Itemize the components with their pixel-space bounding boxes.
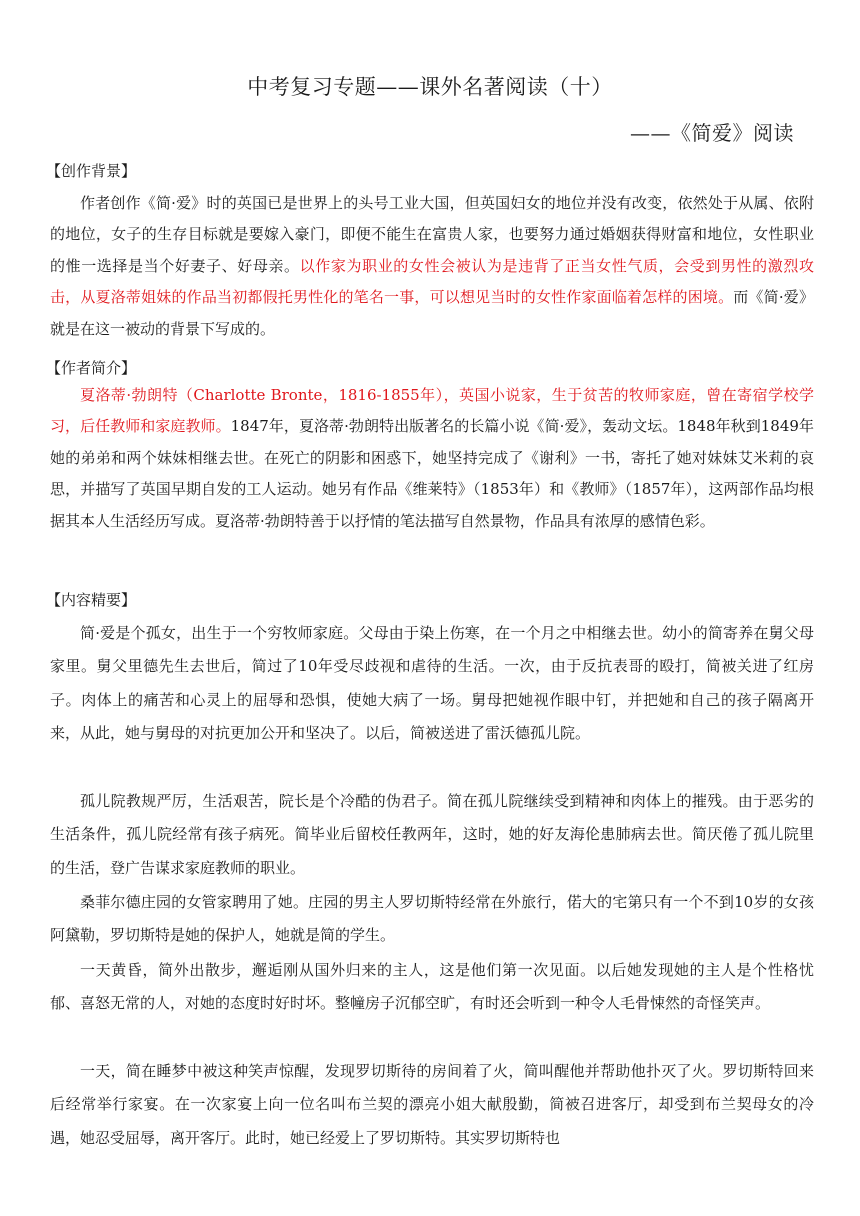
author-text: 1847年，夏洛蒂·勃朗特出版著名的长篇小说《简·爱》，轰动文坛。1848年秋到1849年她的弟弟和两个妹妹相继去世。在死亡的阴影和困惑下，她坚持完成了《谢利》一书，寄托了她对妹妹艾米莉的哀思，并描写了英国早期自发的工人运动。她另有作品《维莱特》（1853年）和《教师》（1857年），这两部作品均根据其本人生活经历写成。夏洛蒂·勃朗特善于以抒情的笔法描写自然景物，作品具有浓厚的感情色彩。 — [50, 417, 814, 530]
section-heading-summary: 【内容精要】 — [46, 591, 137, 609]
summary-paragraph-2: 孤儿院教规严厉，生活艰苦，院长是个冷酷的伪君子。简在孤儿院继续受到精神和肉体上的摧残。由于恶劣的生活条件，孤儿院经常有孩子病死。简毕业后留校任教两年，这时，她的好友海伦患肺病去世。简厌倦了孤儿院里的生活，登广告谋求家庭教师的职业。 — [50, 792, 814, 877]
background-paragraph — [50, 188, 814, 345]
summary-paragraph-3: 桑菲尔德庄园的女管家聘用了她。庄园的男主人罗切斯特经常在外旅行，偌大的宅第只有一个不到10岁的女孩阿黛勒，罗切斯特是她的保护人，她就是简的学生。 — [50, 893, 814, 945]
background-text: 作者创作《简·爱》时的英国已是世界上的头号工业大国，但英国妇女的地位并没有改变，依然处于从属、依附的地位，女子的生存目标就是要嫁入豪门，即便不能生在富贵人家，也要努力通过婚姻获得财富和地位，女性职业的惟一选择是当个好妻子、好母亲。 — [50, 194, 814, 275]
summary-paragraph-5: 一天，简在睡梦中被这种笑声惊醒，发现罗切斯待的房间着了火，简叫醒他并帮助他扑灭了火。罗切斯特回来后经常举行家宴。在一次家宴上向一位名叫布兰契的漂亮小姐大献殷勤，简被召进客厅，却受到布兰契母女的冷遇，她忍受屈辱，离开客厅。此时，她已经爱上了罗切斯特。其实罗切斯特也 — [50, 1062, 814, 1147]
background-tail-text: 而《简·爱》就是在这一被动的背景下写成的。 — [50, 288, 814, 338]
section-heading-author: 【作者简介】 — [46, 359, 137, 377]
page-title: 中考复习专题——课外名著阅读（十） — [247, 75, 613, 99]
author-highlight-text: 夏洛蒂·勃朗特（Charlotte Bronte，1816-1855年），英国小说家，生于贫苦的牧师家庭，曾在寄宿学校学习，后任教师和家庭教师。 — [50, 386, 814, 436]
background-highlight-text: 以作家为职业的女性会被认为是违背了正当女性气质，会受到男性的激烈攻击，从夏洛蒂姐妹的作品当初都假托男性化的笔名一事，可以想见当时的女性作家面临着怎样的困境。 — [50, 256, 814, 307]
author-paragraph — [50, 380, 814, 537]
section-heading-background: 【创作背景】 — [46, 162, 137, 180]
page-subtitle: ——《简爱》阅读 — [630, 121, 794, 145]
summary-paragraph-1: 简·爱是个孤女，出生于一个穷牧师家庭。父母由于染上伤寒，在一个月之中相继去世。幼小的简寄养在舅父母家里。舅父里德先生去世后，简过了10年受尽歧视和虐待的生活。一次，由于反抗表哥的殴打，简被关进了红房子。肉体上的痛苦和心灵上的屈辱和恐惧，使她大病了一场。舅母把她视作眼中钉，并把她和自己的孩子隔离开来，从此，她与舅母的对抗更加公开和坚决了。以后，简被送进了雷沃德孤儿院。 — [50, 624, 814, 743]
summary-paragraph-4: 一天黄昏，简外出散步，邂逅刚从国外归来的主人，这是他们第一次见面。以后她发现她的主人是个性格忧郁、喜怒无常的人，对她的态度时好时坏。整幢房子沉郁空旷，有时还会听到一种令人毛骨悚然的奇怪笑声。 — [50, 961, 814, 1013]
